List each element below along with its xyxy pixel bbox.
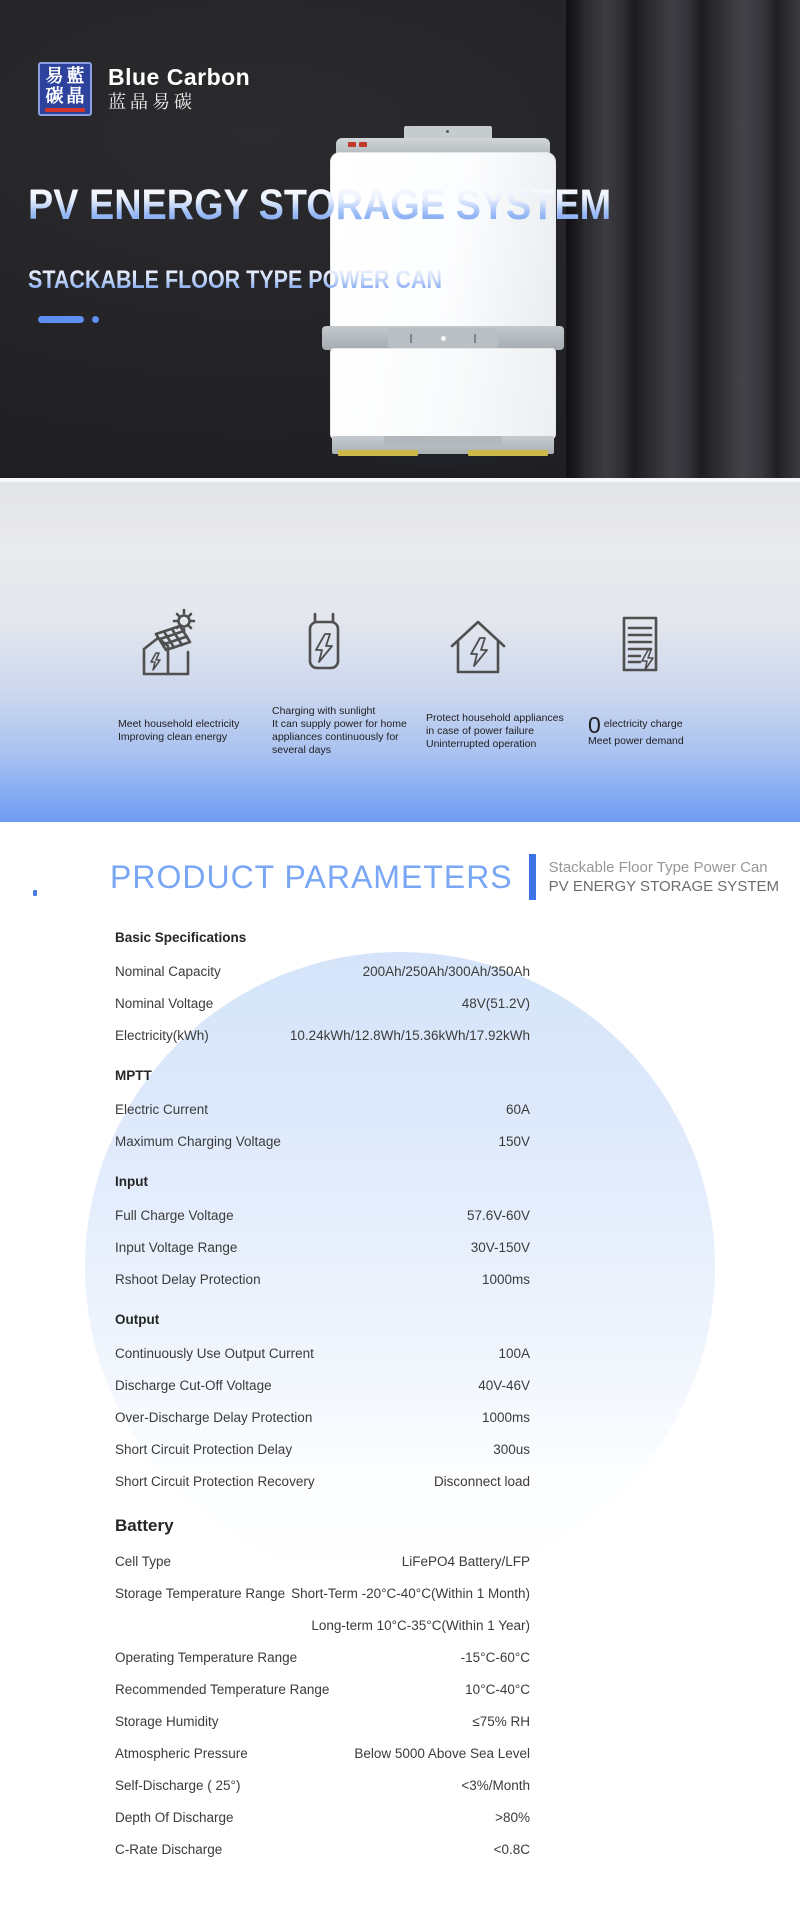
spec-value [494, 1840, 530, 1860]
spec-row [115, 1440, 530, 1460]
spec-value [495, 1808, 530, 1828]
feature-item [588, 600, 748, 758]
spec-value-line: 100A [498, 1346, 530, 1361]
spec-label: Electricity(kWh) [115, 1028, 209, 1043]
spec-value [471, 1238, 530, 1258]
spec-value [354, 1744, 530, 1764]
spec-value-line: 1000ms [481, 1272, 530, 1287]
brand-name: Blue Carbon [108, 64, 251, 90]
spec-table [115, 928, 530, 1872]
title-underline-dash [38, 316, 84, 323]
spec-section [115, 1514, 530, 1860]
spec-value-line: -15°C-60°C [460, 1650, 530, 1665]
parameters-header [110, 854, 779, 900]
spec-label: Nominal Voltage [115, 996, 214, 1011]
spec-label: Continuously Use Output Current [115, 1346, 314, 1361]
section-subtitle-block [549, 858, 779, 896]
spec-row [115, 1776, 530, 1796]
spec-value [363, 962, 530, 982]
spec-value [434, 1472, 530, 1492]
spec-row [115, 1744, 530, 1764]
logo-char: 易 [45, 66, 64, 86]
logo-char: 晶 [66, 86, 85, 106]
battery-middle-clamp [322, 326, 564, 350]
spec-label: Rshoot Delay Protection [115, 1272, 261, 1287]
spec-value [461, 1648, 530, 1668]
clamp-dot [441, 336, 446, 341]
brand-logo-icon [38, 62, 92, 116]
spec-label: Nominal Capacity [115, 964, 221, 979]
spec-value [493, 1440, 530, 1460]
spec-value-line: Below 5000 Above Sea Level [354, 1746, 530, 1761]
battery-module-bottom [330, 348, 556, 440]
big-zero-text: 0 [588, 711, 601, 738]
brand-logo-row [38, 62, 250, 116]
section-title: PRODUCT PARAMETERS [110, 858, 513, 895]
zero-bill-icon [588, 600, 692, 680]
feature-caption [118, 704, 278, 758]
spec-label: Depth Of Discharge [115, 1810, 234, 1825]
feature-caption-line: Protect household appliances [426, 711, 564, 724]
spec-row [115, 1808, 530, 1828]
feature-caption-line: Uninterrupted operation [426, 737, 537, 750]
spec-value [498, 1344, 530, 1364]
battery-clamp-plate [388, 328, 498, 348]
spec-value [402, 1552, 530, 1572]
hero-title: PV ENERGY STORAGE SYSTEM [28, 181, 612, 229]
spec-row [115, 1100, 530, 1120]
feature-caption-line: Meet household electricity [118, 718, 240, 730]
spec-row [115, 1472, 530, 1492]
clamp-tick [474, 334, 476, 343]
spec-row [115, 1026, 530, 1046]
spec-row [115, 1376, 530, 1396]
title-divider-bar [529, 854, 536, 900]
spec-value-line: <0.8C [493, 1842, 530, 1857]
title-underline-dot [92, 316, 99, 323]
spec-label: Storage Temperature Range [115, 1586, 286, 1601]
decorative-dot [33, 890, 37, 896]
spec-row [115, 1408, 530, 1428]
spec-value [291, 1584, 530, 1636]
battery-module-top [330, 152, 556, 330]
spec-value-line: 300us [493, 1442, 530, 1457]
spec-value [498, 1132, 530, 1152]
battery-foot-left [338, 450, 418, 456]
spec-row [115, 1238, 530, 1258]
clamp-tick [410, 334, 412, 343]
feature-caption [588, 704, 748, 758]
spec-row [115, 994, 530, 1014]
system-name-line: PV ENERGY STORAGE SYSTEM [548, 878, 779, 895]
spec-label: Self-Discharge ( 25°) [115, 1778, 241, 1793]
spec-label: Operating Temperature Range [115, 1650, 298, 1665]
spec-value [461, 1776, 530, 1796]
brand-text [108, 64, 250, 114]
spec-row [115, 1584, 530, 1636]
spec-row [115, 1344, 530, 1364]
spec-value-line: <3%/Month [461, 1778, 530, 1793]
spec-value-line: 10°C-40°C [465, 1682, 530, 1697]
spec-row [115, 1648, 530, 1668]
spec-value [290, 1026, 530, 1046]
feature-caption-line: 0 electricity charge [588, 711, 683, 738]
logo-characters [44, 66, 86, 106]
bolt-house-icon [426, 600, 530, 680]
spec-row [115, 1206, 530, 1226]
spec-section [115, 1310, 530, 1492]
spec-value-line: 150V [498, 1134, 530, 1149]
spec-label: C-Rate Discharge [115, 1842, 223, 1857]
spec-label: Full Charge Voltage [115, 1208, 234, 1223]
spec-label: Cell Type [115, 1554, 172, 1569]
spec-row [115, 1680, 530, 1700]
solar-house-icon [118, 600, 222, 680]
curtain-backdrop [566, 0, 800, 482]
spec-value-line: 60A [505, 1102, 530, 1117]
spec-label: Maximum Charging Voltage [115, 1134, 281, 1149]
floor-highlight-line [0, 478, 800, 482]
spec-value [472, 1712, 530, 1732]
spec-value [462, 994, 530, 1014]
spec-value-line: 10.24kWh/12.8Wh/15.36kWh/17.92kWh [289, 1028, 530, 1043]
spec-value [465, 1680, 530, 1700]
spec-label: Discharge Cut-Off Voltage [115, 1378, 272, 1393]
feature-caption-line: in case of power failure [426, 724, 534, 737]
feature-caption-line: Improving clean energy [118, 731, 228, 743]
battery-indicator-lights [348, 142, 356, 147]
spec-label: Atmospheric Pressure [115, 1746, 248, 1761]
spec-value-line: 57.6V-60V [466, 1208, 530, 1223]
spec-row [115, 1840, 530, 1860]
logo-red-strip [45, 108, 85, 112]
spec-section-title: Battery [115, 1516, 174, 1535]
spec-value [482, 1408, 530, 1428]
hero-subtitle: STACKABLE FLOOR TYPE POWER CAN [28, 266, 443, 294]
spec-value [482, 1270, 530, 1290]
spec-value-line: >80% [495, 1810, 530, 1825]
logo-char: 碳 [45, 86, 64, 106]
spec-row [115, 962, 530, 982]
features-row [0, 600, 800, 760]
battery-base-notch [384, 436, 502, 445]
feature-caption-line: Charging with sunlight [272, 705, 376, 717]
spec-label: Over-Discharge Delay Protection [115, 1410, 313, 1425]
spec-label: Short Circuit Protection Delay [115, 1442, 293, 1457]
feature-item [272, 600, 432, 758]
feature-caption-line: It can supply power for home [272, 718, 407, 730]
feature-item [426, 600, 586, 758]
spec-value-line: Disconnect load [433, 1474, 530, 1489]
logo-char: 藍 [66, 66, 85, 86]
spec-label: Recommended Temperature Range [115, 1682, 330, 1697]
spec-section-title: Output [115, 1312, 160, 1327]
spec-section [115, 1172, 530, 1290]
feature-caption-line: several days [272, 744, 331, 756]
spec-value-line: 40V-46V [478, 1378, 530, 1393]
spec-label: Input Voltage Range [115, 1240, 238, 1255]
spec-value-line: 1000ms [481, 1410, 530, 1425]
spec-value [478, 1376, 530, 1396]
spec-label: Electric Current [115, 1102, 209, 1117]
brand-name-chinese: 蓝晶易碳 [108, 92, 196, 112]
spec-value-line: 30V-150V [470, 1240, 530, 1255]
charging-battery-icon [272, 600, 376, 680]
spec-value-line: LiFePO4 Battery/LFP [401, 1554, 530, 1569]
spec-section-title: Input [115, 1174, 148, 1189]
spec-value-line: ≤75% RH [472, 1714, 530, 1729]
feature-caption-line: Meet power demand [588, 734, 684, 747]
battery-top-screw [446, 130, 449, 133]
spec-value [506, 1100, 530, 1120]
spec-value-line: 200Ah/250Ah/300Ah/350Ah [362, 964, 530, 979]
spec-value [467, 1206, 530, 1226]
spec-section [115, 1066, 530, 1152]
spec-value-line: Long-term 10°C-35°C(Within 1 Year) [311, 1618, 530, 1633]
spec-value-line: 48V(51.2V) [461, 996, 530, 1011]
feature-item [118, 600, 278, 758]
spec-row [115, 1712, 530, 1732]
spec-row [115, 1270, 530, 1290]
product-name-line: Stackable Floor Type Power Can [548, 859, 768, 876]
spec-section-title: MPTT [115, 1068, 152, 1083]
spec-row [115, 1552, 530, 1572]
spec-row [115, 1132, 530, 1152]
spec-section [115, 928, 530, 1046]
feature-caption-line: appliances continuously for [272, 731, 399, 743]
feature-caption [426, 704, 586, 758]
spec-label: Short Circuit Protection Recovery [115, 1474, 315, 1489]
spec-section-title: Basic Specifications [115, 930, 247, 945]
spec-value-line: Short-Term -20°C-40°C(Within 1 Month) [291, 1586, 530, 1601]
spec-label: Storage Humidity [115, 1714, 219, 1729]
battery-foot-right [468, 450, 548, 456]
feature-caption [272, 704, 432, 758]
